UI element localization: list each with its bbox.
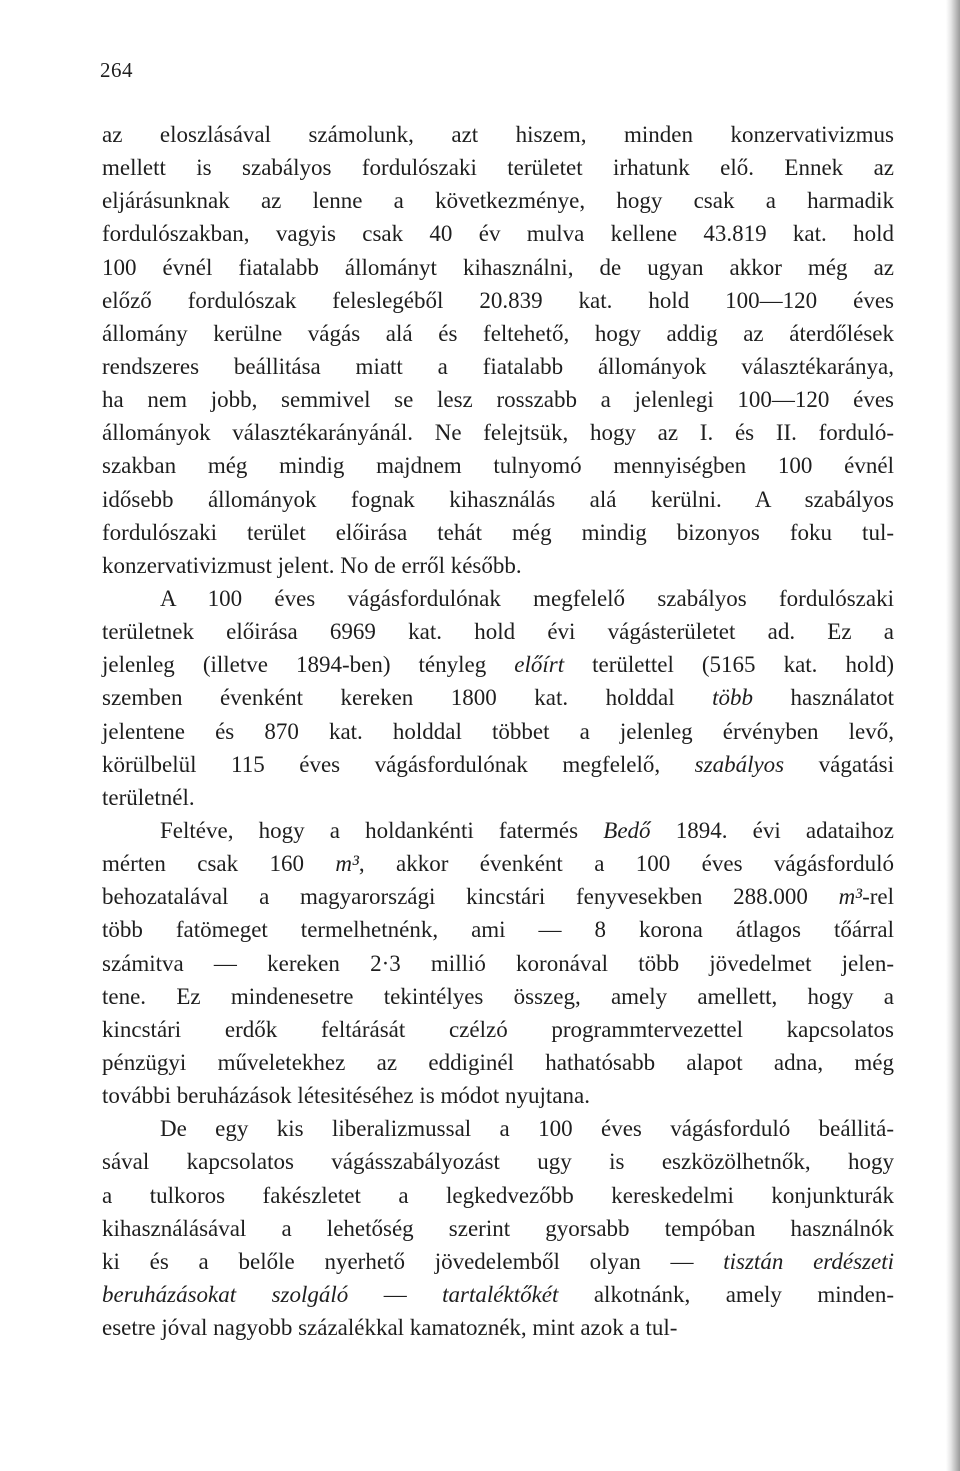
- text-line: A 100 éves vágásfordulónak megfelelő szabályos fordulószaki: [160, 585, 894, 611]
- text-line: [102, 681, 894, 714]
- text-segment: alkotnánk, amely minden-: [558, 1281, 895, 1307]
- text-line: számitva — kereken 2·3 millió koronával több jövedelmet jelen-: [102, 950, 894, 976]
- text-line: konzervativizmust jelent. No de erről később.: [102, 552, 522, 578]
- text-line: [102, 1278, 894, 1311]
- italic-emphasis: tartaléktőkét: [442, 1281, 559, 1307]
- text-line: tene. Ez mindenesetre tekintélyes összeg, amely amellett, hogy a: [102, 983, 894, 1009]
- text-line: rendszeres beállitása miatt a fiatalabb állományok választékaránya,: [102, 353, 894, 379]
- text-line: pénzügyi műveletekhez az eddiginél hathatósabb alapot adna, még: [102, 1049, 894, 1075]
- italic-emphasis: m³: [335, 851, 359, 877]
- italic-emphasis: m³: [838, 884, 863, 910]
- text-segment: mérten csak 160: [102, 851, 336, 877]
- text-line: a tulkoros fakészletet a legkedvezőbb kereskedelmi konjunkturák: [102, 1182, 894, 1208]
- text-segment: szemben évenként kereken 1800 kat. holddal: [102, 685, 713, 711]
- text-line: előző fordulószak feleslegéből 20.839 kat. hold 100—120 éves: [102, 287, 894, 313]
- text-line: [102, 648, 894, 681]
- text-line: [102, 814, 894, 847]
- text-segment: -rel: [862, 884, 894, 910]
- text-line: [102, 880, 894, 913]
- text-segment: , akkor évenként a 100 éves vágásforduló: [358, 851, 894, 877]
- body-text: [102, 118, 894, 1344]
- text-segment: 1894. évi adataihoz: [650, 817, 894, 843]
- text-line: állomány kerülne vágás alá és feltehető, hogy addig az áterdőlések: [102, 320, 894, 346]
- text-line: kincstári erdők feltárását czélzó programmtervezettel kapcsolatos: [102, 1016, 894, 1042]
- text-line: De egy kis liberalizmussal a 100 éves vágásforduló beállitá-: [160, 1116, 894, 1142]
- italic-emphasis: előírt: [514, 652, 565, 678]
- text-line: 100 évnél fiatalabb állományt kihasználni, de ugyan akkor még az: [102, 254, 894, 280]
- text-segment: vágatási: [784, 751, 895, 777]
- text-line: ha nem jobb, semmivel se lesz rosszabb a jelenlegi 100—120 éves: [102, 387, 894, 413]
- text-line: sával kapcsolatos vágásszabályozást ugy is eszközölhetnők, hogy: [102, 1149, 894, 1175]
- text-line: idősebb állományok fognak kihasználás alá kerülni. A szabályos: [102, 486, 894, 512]
- text-line: állományok választékarányánál. Ne felejtsük, hogy az I. és II. forduló-: [102, 420, 894, 446]
- text-line: területnél.: [102, 784, 195, 810]
- text-line: eljárásunknak az lenne a következménye, hogy csak a harmadik: [102, 188, 894, 214]
- text-line: több fatömeget termelhetnénk, ami — 8 korona átlagos tőárral: [102, 917, 894, 943]
- italic-emphasis: Bedő: [603, 817, 651, 843]
- italic-emphasis: szabályos: [694, 751, 785, 777]
- italic-emphasis: több: [712, 685, 754, 711]
- text-line: mellett is szabályos fordulószaki területet irhatunk elő. Ennek az: [102, 155, 894, 181]
- italic-emphasis: tisztán erdészeti: [723, 1248, 894, 1274]
- page-number: 264: [100, 58, 133, 82]
- text-line: [102, 1245, 894, 1278]
- text-line: területnek előirása 6969 kat. hold évi vágásterületet ad. Ez a: [102, 619, 894, 645]
- text-segment: —: [348, 1281, 443, 1307]
- text-segment: területtel (5165 kat. hold): [564, 652, 894, 678]
- text-line: esetre jóval nagyobb százalékkal kamatoznék, mint azok a tul-: [102, 1315, 678, 1341]
- text-line: fordulószaki terület előirása tehát még mindig bizonyos foku tul-: [102, 519, 894, 545]
- italic-emphasis: beruházásokat szolgáló: [102, 1281, 349, 1307]
- text-line: [102, 847, 894, 880]
- text-line: szakban még mindig majdnem tulnyomó mennyiségben 100 évnél: [102, 453, 894, 479]
- text-segment: ki és a belőle nyerhető jövedelemből olyan —: [102, 1248, 724, 1274]
- text-line: további beruházások létesitéséhez is módot nyujtana.: [102, 1083, 590, 1109]
- text-segment: behozatalával a magyarországi kincstári fenyvesekben 288.000: [102, 884, 839, 910]
- text-line: jelentene és 870 kat. holddal többet a jelenleg érvényben levő,: [102, 718, 894, 744]
- text-line: az eloszlásával számolunk, azt hiszem, minden konzervativizmus: [102, 122, 894, 147]
- page-edge-shadow: [946, 0, 960, 1471]
- text-segment: használatot: [753, 685, 894, 711]
- text-line: fordulószakban, vagyis csak 40 év mulva kellene 43.819 kat. hold: [102, 221, 894, 247]
- text-segment: körülbelül 115 éves vágásfordulónak megfelelő,: [102, 751, 695, 777]
- text-line: [102, 748, 894, 781]
- text-segment: jelenleg (illetve 1894-ben) tényleg: [102, 652, 515, 678]
- text-line: kihasználásával a lehetőség szerint gyorsabb tempóban használnók: [102, 1215, 894, 1241]
- text-segment: Feltéve, hogy a holdankénti fatermés: [160, 817, 604, 843]
